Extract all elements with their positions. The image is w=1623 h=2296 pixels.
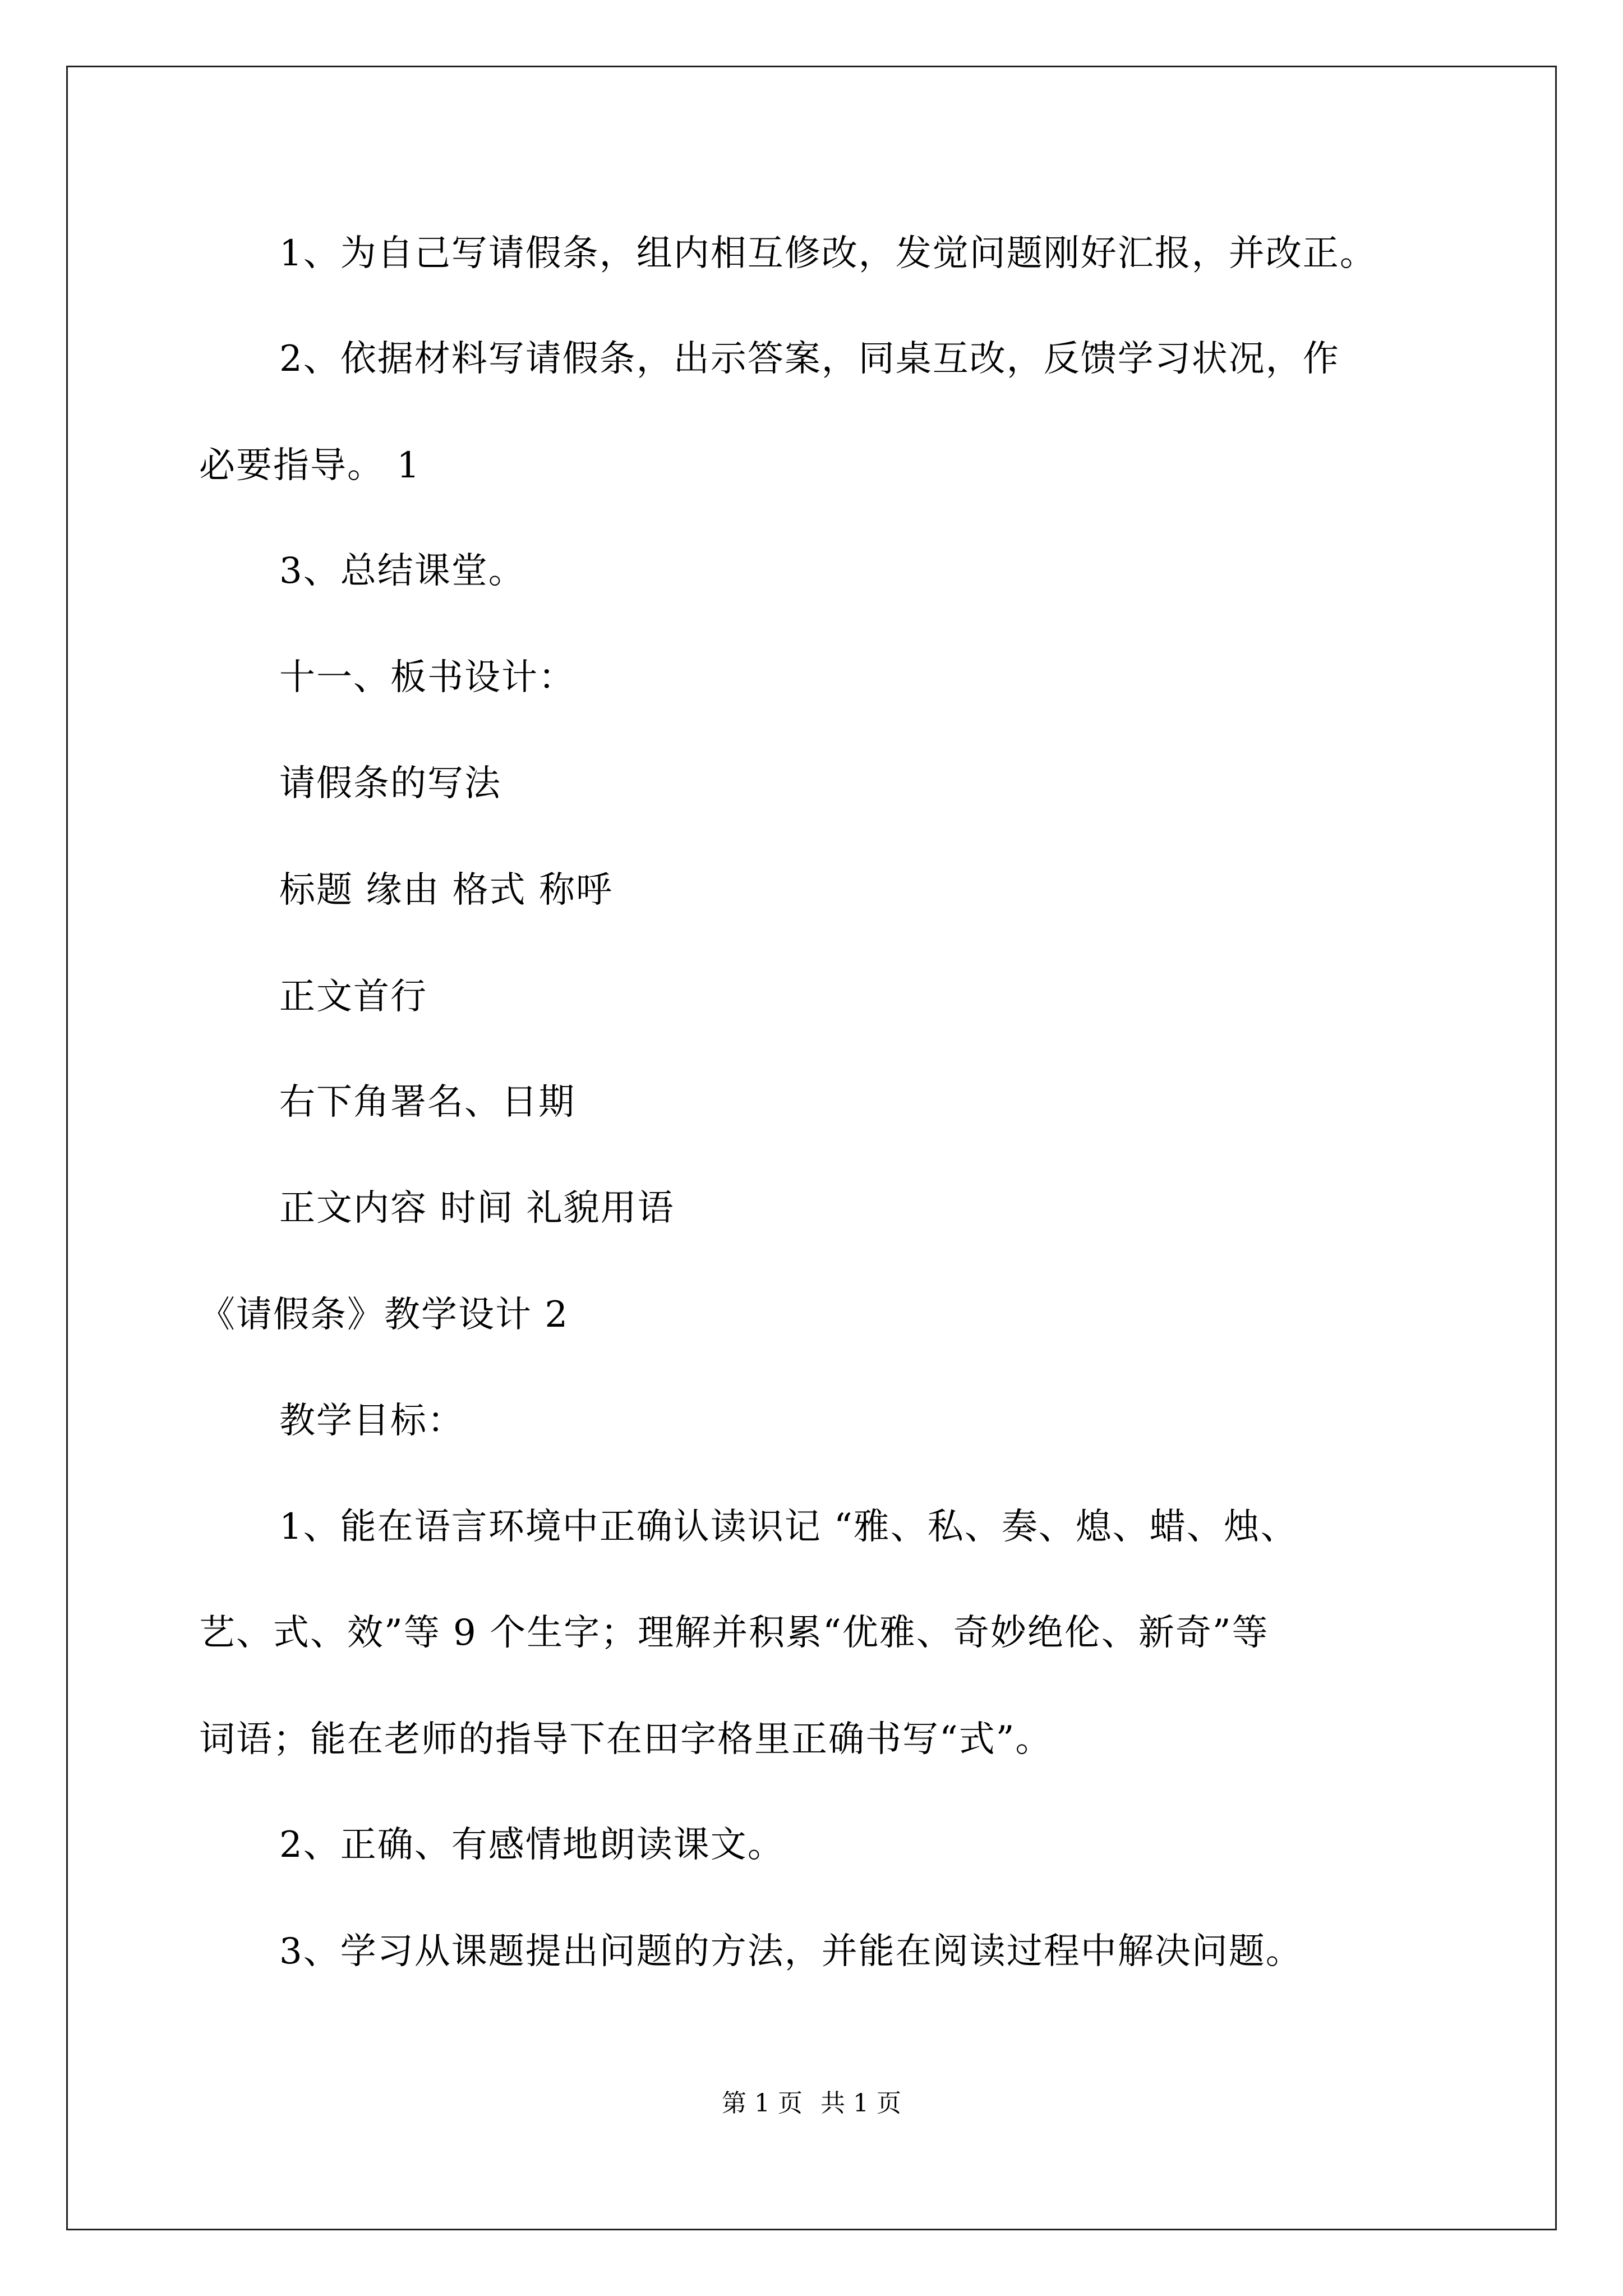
- paragraph-line: 右下角署名、日期: [279, 1082, 575, 1123]
- paragraph-line: 正文内容 时间 礼貌用语: [279, 1188, 675, 1229]
- paragraph-line: 正文首行: [279, 976, 427, 1018]
- page-footer: [0, 2087, 1623, 2120]
- paragraph-line: 词语；能在老师的指导下在田字格里正确书写“式”。: [199, 1719, 1053, 1760]
- page-number-total: 共 1 页: [820, 2089, 901, 2118]
- paragraph-line: 请假条的写法: [279, 763, 501, 804]
- paragraph-line: 1、能在语言环境中正确认读识记 “雅、私、奏、熄、蜡、烛、: [279, 1506, 1298, 1548]
- document-subtitle: 《请假条》教学设计 2: [199, 1294, 569, 1336]
- paragraph-line: 3、总结课堂。: [279, 550, 525, 592]
- paragraph-line: 2、依据材料写请假条，出示答案，同桌互改，反馈学习状况，作: [279, 338, 1340, 380]
- paragraph-line: 3、学习从课题提出问题的方法，并能在阅读过程中解决问题。: [279, 1931, 1303, 1972]
- section-heading: 十一、板书设计：: [279, 657, 575, 698]
- paragraph-line: 艺、式、效”等 9 个生字；理解并积累“优雅、奇妙绝伦、新奇”等: [199, 1612, 1269, 1654]
- page-number-current: 第 1 页: [722, 2089, 803, 2118]
- section-heading: 教学目标：: [279, 1400, 464, 1442]
- paragraph-line: 2、正确、有感情地朗读课文。: [279, 1824, 785, 1866]
- paragraph-line: 1、为自己写请假条，组内相互修改，发觉问题刚好汇报，并改正。: [279, 233, 1377, 274]
- paragraph-line: 标题 缘由 格式 称呼: [279, 869, 614, 911]
- page-border: [66, 66, 1557, 2230]
- paragraph-line: 必要指导。 1: [199, 445, 421, 486]
